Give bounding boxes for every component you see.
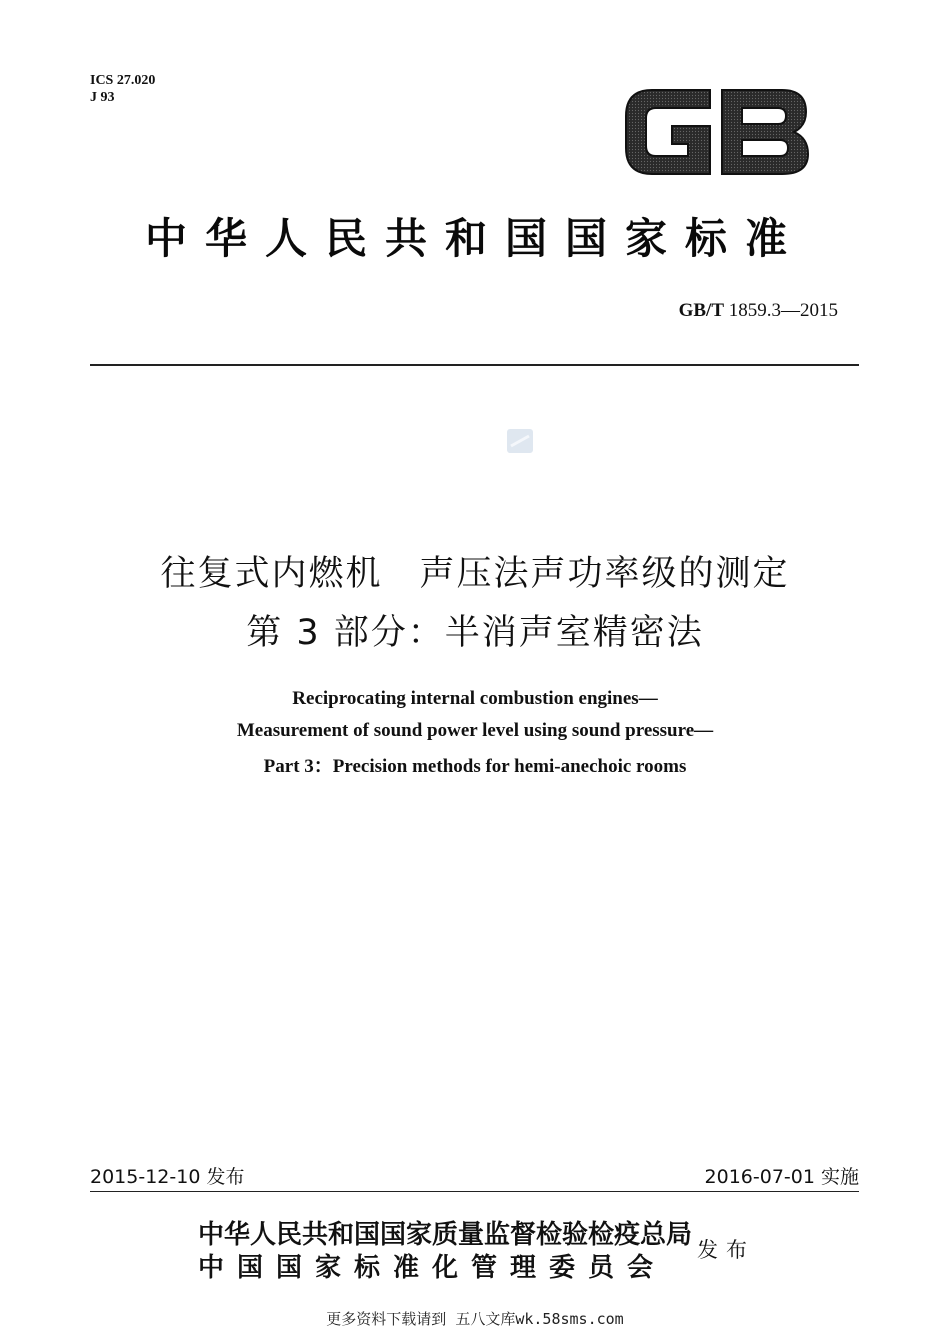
issuer-action: 发布 xyxy=(697,1238,755,1262)
chinese-title-line1: 往复式内燃机 声压法声功率级的测定 xyxy=(160,554,790,594)
classification-codes xyxy=(90,72,155,106)
national-standard-title: 中华人民共和国国家标准 xyxy=(144,214,805,263)
issuer-line2: 中国国家标准化管理委员会 xyxy=(198,1253,667,1283)
standard-code: 1859.3—2015 xyxy=(728,300,838,321)
standard-prefix: GB/T xyxy=(678,300,724,321)
english-title-line2: Measurement of sound power level using sound pressure— xyxy=(236,720,714,741)
sac-watermark-icon xyxy=(506,428,534,454)
ccs-code: J 93 xyxy=(90,90,115,105)
download-footer-link[interactable]: 更多资料下载请到 五八文库wk.58sms.com xyxy=(326,1310,624,1328)
implementation-date: 2016-07-01 实施 xyxy=(704,1166,859,1188)
standard-number xyxy=(679,300,838,322)
footer-divider xyxy=(90,1191,859,1192)
english-title-line1: Reciprocating internal combustion engines— xyxy=(292,688,658,709)
header-divider xyxy=(90,364,859,366)
issue-date: 2015-12-10 发布 xyxy=(90,1166,245,1188)
english-title-line3: Part 3：Precision methods for hemi-anechoic rooms xyxy=(263,756,687,777)
chinese-title-line2: 第 3 部分：半消声室精密法 xyxy=(246,613,704,653)
issuer-line1: 中华人民共和国国家质量监督检验检疫总局 xyxy=(198,1220,693,1250)
ics-code: ICS 27.020 xyxy=(90,73,156,88)
gb-logo xyxy=(622,82,812,182)
